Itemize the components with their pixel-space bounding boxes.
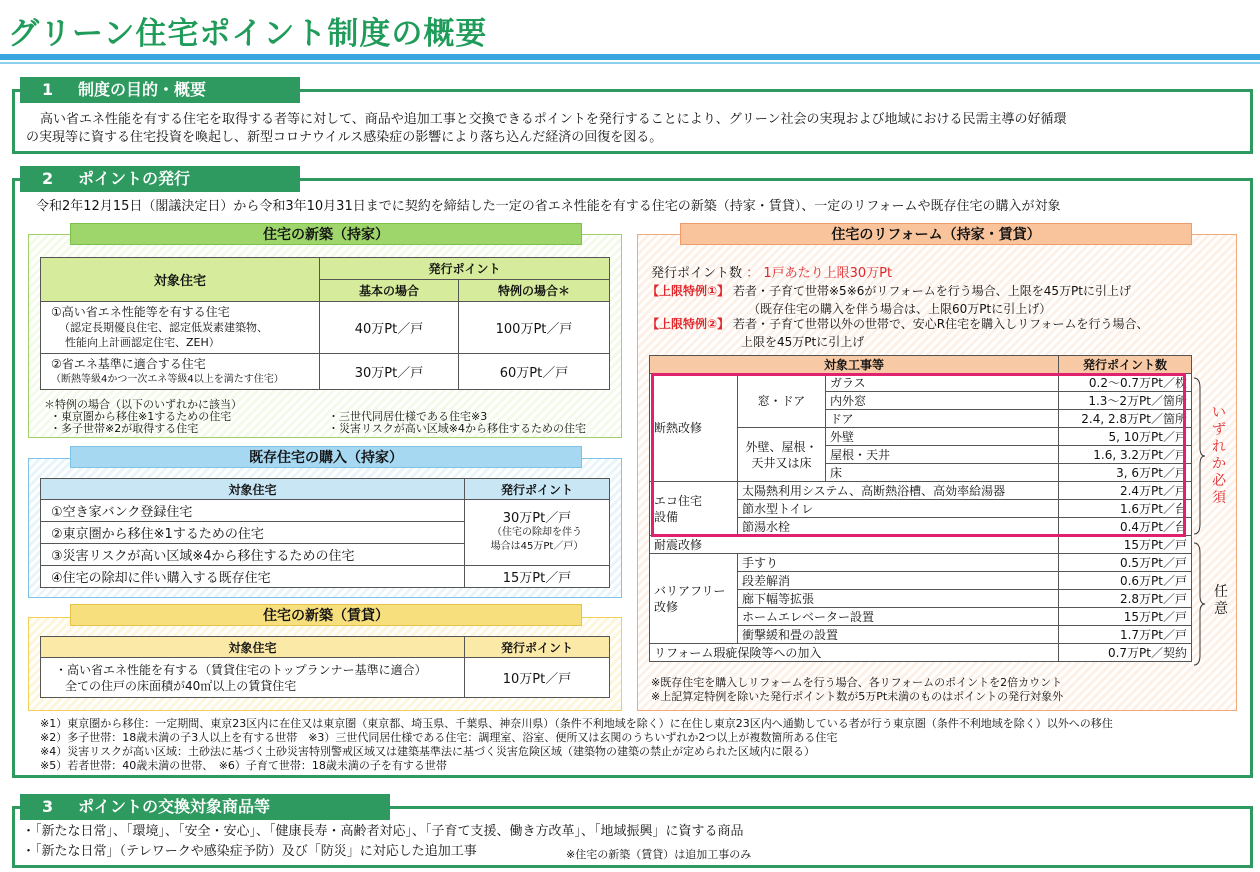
item-points: 0.2～0.7万Pt／枚 xyxy=(1059,374,1192,392)
special2-text-2: 上限を45万Ptに引上げ xyxy=(741,335,865,349)
item-points: 0.5万Pt／戸 xyxy=(1059,554,1192,572)
points: 15万Pt／戸 xyxy=(465,566,610,588)
points-note: 場合は45万Pt／戸） xyxy=(490,540,584,552)
footnote: ※2）多子世帯：18歳未満の子3人以上を有する世帯 ※3）三世代同居仕様である住宅：調理室、浴室、便所又は玄関のうちいずれか2つ以上が複数箇所ある住宅 xyxy=(40,731,838,744)
basic-points: 30万Pt／戸 xyxy=(320,354,459,390)
col-points: 発行ポイント xyxy=(465,637,610,658)
special2-label: 【上限特例②】 xyxy=(647,317,730,331)
basic-points: 40万Pt／戸 xyxy=(320,302,459,354)
special-note: ・災害リスクが高い区域※4から移住するための住宅 xyxy=(328,422,586,435)
optional-label: 任意 xyxy=(1214,584,1228,617)
special-points: 100万Pt／戸 xyxy=(459,302,610,354)
new-rent-title: 住宅の新築（賃貸） xyxy=(70,604,582,626)
section-number: 3 xyxy=(42,797,54,816)
row-label: ②東京圏から移住※1するための住宅 xyxy=(41,522,465,544)
special-note: ・三世代同居仕様である住宅※3 xyxy=(328,410,488,423)
item-points: 15万Pt／戸 xyxy=(1059,536,1192,554)
new-rent-table xyxy=(40,636,610,698)
col-target: 対象住宅 xyxy=(41,258,320,302)
special1-text: 若者・子育て世帯※5※6がリフォームを行う場合、上限を45万Ptに引上げ xyxy=(733,284,1131,298)
optional-brace xyxy=(1192,541,1206,667)
wall-label: 天井又は床 xyxy=(751,455,812,470)
header-rule xyxy=(0,54,1260,60)
page-title: グリーン住宅ポイント制度の概要 xyxy=(8,16,488,52)
section-number: 1 xyxy=(42,80,54,99)
item: 耐震改修 xyxy=(650,536,1059,554)
reform-title: 住宅のリフォーム（持家・賃貸） xyxy=(680,223,1192,245)
purpose-text-1: 高い省エネ性能を有する住宅を取得する者等に対して、商品や追加工事と交換できるポイントを発行することにより、グリーン社会の実現および地域における民需主導の好循環 xyxy=(40,112,1067,127)
item: ガラス xyxy=(826,374,1059,392)
col-points: 発行ポイント xyxy=(320,258,610,280)
item-points: 1.7万Pt／戸 xyxy=(1059,626,1192,644)
item: 節湯水栓 xyxy=(738,518,1059,536)
reform-note: ※上記算定特例を除いた発行ポイント数が5万Pt未満のものはポイントの発行対象外 xyxy=(651,690,1064,703)
row-sublabel: （認定長期優良住宅、認定低炭素建築物、 xyxy=(59,321,268,334)
item-points: 1.3～2万Pt／箇所 xyxy=(1059,392,1192,410)
footnote: ※1）東京圏から移住：一定期間、東京23区内に在住又は東京圏（東京都、埼玉県、千葉県、神奈川県）（条件不利地域を除く）に在住し東京23区内へ通勤している者が行う東京圏（条件不利地域を除く）以外への移住 xyxy=(40,717,1113,730)
exchange-note: ※住宅の新築（賃貸）は追加工事のみ xyxy=(566,848,752,861)
item: 衝撃緩和畳の設置 xyxy=(738,626,1059,644)
insulation-label: 断熱改修 xyxy=(650,374,738,482)
required-highlight-box xyxy=(651,373,1186,537)
row-sublabel: （断熱等級4かつ一次エネ等級4以上を満たす住宅） xyxy=(51,373,284,385)
special1-label: 【上限特例①】 xyxy=(647,284,730,298)
wall-label: 外壁、屋根・ xyxy=(745,439,818,454)
item-points: 15万Pt／戸 xyxy=(1059,608,1192,626)
required-brace xyxy=(1192,376,1206,536)
section-issue-header xyxy=(20,166,300,192)
item-points: 1.6万Pt／台 xyxy=(1059,500,1192,518)
row-sublabel: 性能向上計画認定住宅、ZEH） xyxy=(65,336,220,349)
item-points: 2.4, 2.8万Pt／箇所 xyxy=(1059,410,1192,428)
points-note: （住宅の除却を伴う xyxy=(492,526,582,538)
header-rule-thin xyxy=(0,62,1260,64)
item: 床 xyxy=(826,464,1059,482)
row-label: ③災害リスクが高い区域※4から移住するための住宅 xyxy=(41,544,465,566)
row-label: ①高い省エネ性能等を有する住宅 xyxy=(51,305,230,319)
item-points: 3, 6万Pt／戸 xyxy=(1059,464,1192,482)
col-work: 対象工事等 xyxy=(650,356,1059,374)
section-number: 2 xyxy=(42,169,54,188)
item-points: 5, 10万Pt／戸 xyxy=(1059,428,1192,446)
row-label: ・高い省エネ性能を有する（賃貸住宅のトップランナー基準に適合） xyxy=(55,662,427,677)
item: ホームエレベーター設置 xyxy=(738,608,1059,626)
purpose-text-2: の実現等に資する住宅投資を喚起し、新型コロナウイルス感染症の影響により落ち込んだ経済の回復を図る。 xyxy=(26,130,663,145)
existing-title: 既存住宅の購入（持家） xyxy=(70,446,582,468)
row-label: ②省エネ基準に適合する住宅 xyxy=(51,356,206,371)
col-points: 発行ポイント数 xyxy=(1059,356,1192,374)
points: 10万Pt／戸 xyxy=(465,658,610,698)
new-own-title: 住宅の新築（持家） xyxy=(70,223,582,245)
item: 節水型トイレ xyxy=(738,500,1059,518)
item: 手すり xyxy=(738,554,1059,572)
issue-label: 発行ポイント数 xyxy=(651,266,743,281)
item-points: 0.6万Pt／戸 xyxy=(1059,572,1192,590)
row-label: ④住宅の除却に伴い購入する既存住宅 xyxy=(41,566,465,588)
item: 段差解消 xyxy=(738,572,1059,590)
footnote: ※5）若者世帯：40歳未満の世帯、 ※6）子育て世帯：18歳未満の子を有する世帯 xyxy=(40,759,447,772)
section-purpose-header xyxy=(20,77,300,103)
special-note: ・多子世帯※2が取得する住宅 xyxy=(50,422,199,435)
item: 外壁 xyxy=(826,428,1059,446)
item-points: 0.4万Pt／台 xyxy=(1059,518,1192,536)
issue-value: 1戸あたり上限30万Pt xyxy=(763,266,893,281)
exchange-item: ・「新たな日常」、「環境」、「安全・安心」、「健康長寿・高齢者対応」、「子育て支援、働き方改革」、「地域振興」に資する商品 xyxy=(22,824,744,839)
window-door-label: 窓・ドア xyxy=(738,374,826,428)
item: 内外窓 xyxy=(826,392,1059,410)
eco-label: 設備 xyxy=(654,509,679,524)
existing-table xyxy=(40,478,610,588)
section-title: ポイントの交換対象商品等 xyxy=(78,797,271,816)
reform-note: ※既存住宅を購入しリフォームを行う場合、各リフォームのポイントを2倍カウント xyxy=(651,676,1063,689)
item: ドア xyxy=(826,410,1059,428)
col-basic: 基本の場合 xyxy=(320,280,459,302)
special-points: 60万Pt／戸 xyxy=(459,354,610,390)
item-points: 1.6, 3.2万Pt／戸 xyxy=(1059,446,1192,464)
issue-intro: 令和2年12月15日（閣議決定日）から令和3年10月31日までに契約を締結した一定の省エネ性能を有する住宅の新築（持家・賃貸）、一定のリフォームや既存住宅の購入が対象 xyxy=(36,199,1061,214)
item: 太陽熱利用システム、高断熱浴槽、高効率給湯器 xyxy=(738,482,1059,500)
item: リフォーム瑕疵保険等への加入 xyxy=(650,644,1059,662)
special-note: ・東京圏から移住※1するための住宅 xyxy=(50,410,232,423)
item: 屋根・天井 xyxy=(826,446,1059,464)
col-points: 発行ポイント xyxy=(465,479,610,500)
new-own-table xyxy=(40,257,610,390)
col-target: 対象住宅 xyxy=(41,479,465,500)
item-points: 2.4万Pt／戸 xyxy=(1059,482,1192,500)
col-special: 特例の場合＊ xyxy=(459,280,610,302)
footnote: ※4）災害リスクが高い区域：土砂法に基づく土砂災害特別警戒区域又は建築基準法に基づく災害危険区域（建築物の建築の禁止が定められた区域内に限る） xyxy=(40,745,815,758)
barrier-free-label: 改修 xyxy=(654,599,679,614)
barrier-free-label: バリアフリー xyxy=(654,583,726,598)
section-title: 制度の目的・概要 xyxy=(78,80,207,99)
exchange-item: ・「新たな日常」（テレワークや感染症予防）及び「防災」に対応した追加工事 xyxy=(22,844,477,859)
col-target: 対象住宅 xyxy=(41,637,465,658)
eco-label: エコ住宅 xyxy=(654,493,703,508)
points: 30万Pt／戸 xyxy=(502,510,572,526)
row-label: ①空き家バンク登録住宅 xyxy=(41,500,465,522)
item-points: 2.8万Pt／戸 xyxy=(1059,590,1192,608)
section-title: ポイントの発行 xyxy=(78,169,191,188)
item-points: 0.7万Pt／契約 xyxy=(1059,644,1192,662)
required-label: いずれか必須 xyxy=(1212,405,1226,506)
special-note-head: ＊特例の場合（以下のいずれかに該当） xyxy=(44,398,242,411)
item: 廊下幅等拡張 xyxy=(738,590,1059,608)
special2-text: 若者・子育て世帯以外の世帯で、安心R住宅を購入しリフォームを行う場合、 xyxy=(733,317,1149,331)
special1-text-2: （既存住宅の購入を伴う場合は、上限60万Ptに引上げ） xyxy=(748,302,1052,316)
row-label: 全ての住戸の床面積が40㎡以上の賃貸住宅 xyxy=(65,678,297,693)
section-exchange-header xyxy=(20,794,390,820)
